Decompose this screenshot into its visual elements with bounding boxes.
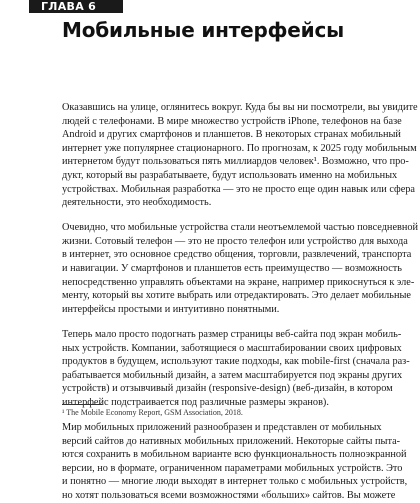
text-line: ются сохранить в мобильном варианте всю функциональность полноэкранной	[62, 449, 407, 461]
chapter-label: ГЛАВА 6	[29, 0, 123, 13]
text-line: дукт, который вы разрабатываете, будут использовать именно на мобильных	[62, 169, 398, 181]
text-line: Android и других смартфонов и планшетов. В некоторых странах мобильный	[62, 129, 401, 141]
text-line: устройств) и отзывчивый дизайн (responsive-design) (веб-дизайн, в котором	[62, 383, 393, 395]
paragraph-gap	[62, 316, 364, 328]
text-line: версий сайтов до нативных мобильных приложений. Некоторые сайты пыта-	[62, 435, 401, 447]
paragraph	[62, 221, 419, 316]
text-line: людей с телефонами. В мире множество устройств iPhone, телефонов на базе	[62, 115, 402, 127]
text-line: Теперь мало просто подогнать размер страницы веб-сайта под экран мобиль-	[62, 328, 402, 340]
text-line: деятельности, это необходимость.	[62, 197, 212, 209]
text-line: версии, но в формате, ограниченном параметрами мобильных устройств. Это	[62, 462, 403, 474]
text-line: интерфейсы простыми и интуитивно понятными.	[62, 303, 280, 315]
text-line: в интернет, это основное средство общения, торговли, развлечений, транспорта	[62, 249, 412, 261]
text-line: Оказавшись на улице, оглянитесь вокруг. Куда бы вы ни посмотрели, вы увидите	[62, 102, 418, 113]
text-line: ных устройств. Компании, заботящиеся о масштабировании своих цифровых	[62, 342, 402, 354]
text-line: интерфейс подстраивается под различные размеры экранов).	[62, 396, 329, 408]
text-line: менту, который вы хотите выбрать или отредактировать. Это делает мобильные	[62, 290, 412, 302]
chapter-title: Мобильные интерфейсы	[62, 18, 345, 42]
text-line: рабатывается мобильный дизайн, а затем масштабируется под экраны других	[62, 369, 403, 381]
footnote: ¹ The Mobile Economy Report, GSM Association, 2018.	[62, 408, 243, 417]
text-line: интернетом будут пользоваться пять миллиардов человек¹. Возможно, что про-	[62, 156, 409, 168]
text-line: и навигации. У смартфонов и планшетов есть преимущество — возможность	[62, 263, 402, 275]
text-line: но хотят пользоваться всеми возможностями «больших» сайтов. Вы можете	[62, 489, 396, 501]
body-text	[62, 101, 419, 503]
paragraph	[62, 101, 418, 210]
footnote-divider	[62, 404, 102, 405]
text-line: интернет уже популярнее стационарного. По прогнозам, к 2025 году мобильным	[62, 142, 417, 154]
text-line: Мир мобильных приложений разнообразен и представлен от мобильных	[62, 421, 382, 433]
text-line: непосредственно управлять объектами на экране, например прикоснуться к эле-	[62, 276, 415, 288]
text-line: устройствах. Мобильная разработка — это не просто еще один навык или сфера	[62, 183, 415, 195]
text-line: продуктов в будущем, используют такие подходы, как mobile-first (сначала раз-	[62, 356, 410, 368]
text-line: Очевидно, что мобильные устройства стали неотъемлемой частью повседневной	[62, 222, 419, 234]
text-line: и понятно — многие люди выходят в интернет только с мобильных устройств,	[62, 476, 408, 488]
paragraph-gap	[62, 210, 364, 222]
paragraph	[62, 328, 410, 410]
text-line: жизни. Сотовый телефон — это не просто телефон или устройство для выхода	[62, 235, 408, 247]
paragraph	[62, 421, 408, 503]
